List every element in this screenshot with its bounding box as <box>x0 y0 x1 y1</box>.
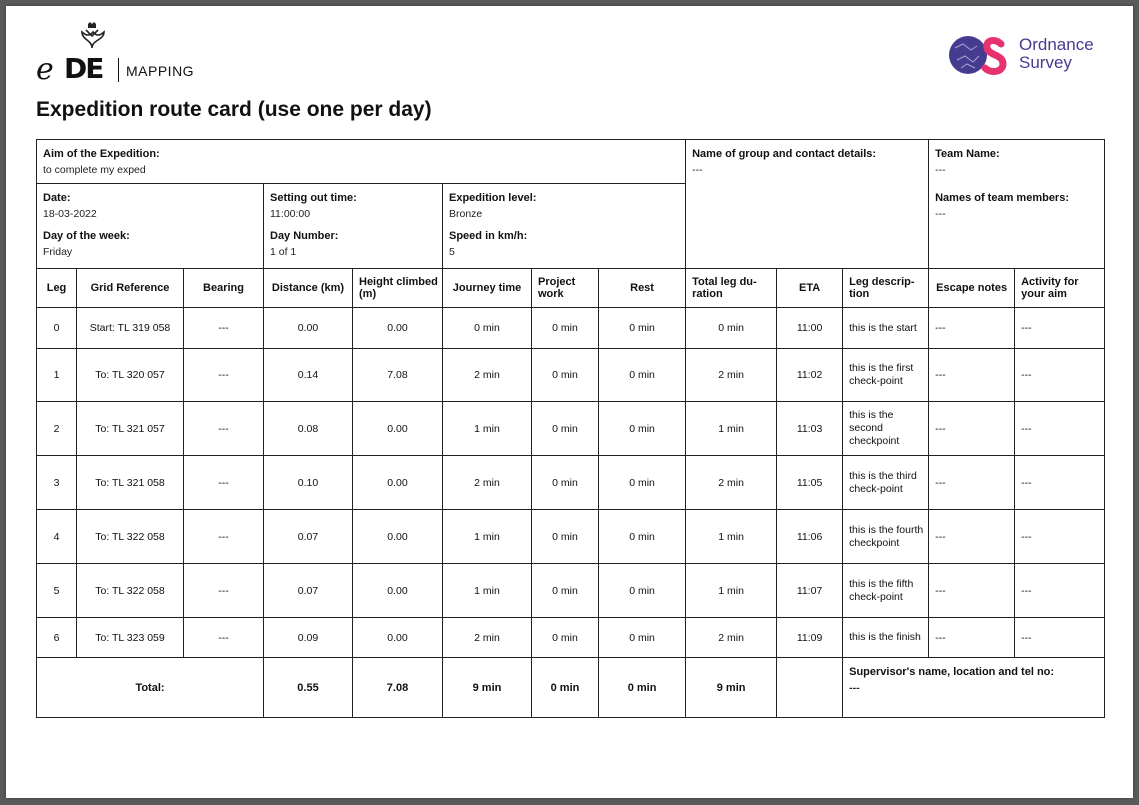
os-line-1: Ordnance <box>1019 35 1094 54</box>
cell-journey: 1 min <box>443 402 532 456</box>
cell-escape: --- <box>929 308 1015 349</box>
cell-distance: 0.08 <box>264 402 353 456</box>
col-grid-reference: Grid Reference <box>77 269 184 308</box>
cell-height: 0.00 <box>353 402 443 456</box>
cell-escape: --- <box>929 510 1015 564</box>
group-cell <box>686 140 929 269</box>
cell-total: 1 min <box>686 564 777 618</box>
aim-row <box>37 140 1105 184</box>
cell-distance: 0.10 <box>264 456 353 510</box>
col-total-leg-duration: Total leg du-ration <box>686 269 777 308</box>
totals-row <box>37 658 1105 718</box>
cell-rest: 0 min <box>599 308 686 349</box>
table-row <box>37 456 1105 510</box>
cell-journey: 2 min <box>443 456 532 510</box>
cell-activity: --- <box>1015 308 1105 349</box>
cell-total: 1 min <box>686 402 777 456</box>
col-height: Height climbed (m) <box>353 269 443 308</box>
cell-leg: 5 <box>37 564 77 618</box>
cell-bearing: --- <box>184 308 264 349</box>
supervisor-value: --- <box>849 682 860 694</box>
cell-escape: --- <box>929 618 1015 658</box>
cell-project: 0 min <box>532 564 599 618</box>
cell-description: this is the start <box>843 308 929 349</box>
cell-project: 0 min <box>532 308 599 349</box>
cell-journey: 1 min <box>443 510 532 564</box>
level-label: Expedition level: <box>449 192 537 204</box>
cell-project: 0 min <box>532 349 599 402</box>
group-value: --- <box>692 164 703 176</box>
cell-description: this is the fifth check-point <box>843 564 929 618</box>
cell-distance: 0.14 <box>264 349 353 402</box>
cell-leg: 0 <box>37 308 77 349</box>
total-rest: 0 min <box>599 658 686 718</box>
members-value: --- <box>935 208 946 220</box>
cell-total: 2 min <box>686 349 777 402</box>
cell-bearing: --- <box>184 402 264 456</box>
daynum-label: Day Number: <box>270 230 339 242</box>
level-value: Bronze <box>449 208 483 220</box>
cell-activity: --- <box>1015 456 1105 510</box>
cell-height: 0.00 <box>353 564 443 618</box>
group-label: Name of group and contact details: <box>692 148 877 160</box>
table-row <box>37 308 1105 349</box>
date-cell <box>37 184 264 269</box>
cell-escape: --- <box>929 456 1015 510</box>
total-eta-empty <box>777 658 843 718</box>
col-activity: Activity for your aim <box>1015 269 1105 308</box>
cell-height: 0.00 <box>353 456 443 510</box>
logo-mapping-text: MAPPING <box>126 63 195 79</box>
total-label: Total: <box>37 658 264 718</box>
setout-label: Setting out time: <box>270 192 357 204</box>
os-line-2: Survey <box>1019 53 1072 72</box>
day-label: Day of the week: <box>43 230 130 242</box>
cell-distance: 0.07 <box>264 564 353 618</box>
cell-grid: To: TL 323 059 <box>77 618 184 658</box>
cell-activity: --- <box>1015 402 1105 456</box>
document-page <box>6 6 1133 798</box>
cell-bearing: --- <box>184 456 264 510</box>
cell-total: 2 min <box>686 618 777 658</box>
cell-distance: 0.09 <box>264 618 353 658</box>
ordnance-survey-text <box>1019 36 1094 72</box>
ordnance-survey-icon <box>947 34 1013 76</box>
col-eta: ETA <box>777 269 843 308</box>
table-row <box>37 618 1105 658</box>
cell-rest: 0 min <box>599 564 686 618</box>
level-cell <box>443 184 686 269</box>
col-leg: Leg <box>37 269 77 308</box>
cell-rest: 0 min <box>599 349 686 402</box>
cell-height: 0.00 <box>353 308 443 349</box>
cell-rest: 0 min <box>599 402 686 456</box>
team-value: --- <box>935 164 946 176</box>
cell-leg: 4 <box>37 510 77 564</box>
logo-de-text: DE <box>64 52 103 85</box>
cell-total: 0 min <box>686 308 777 349</box>
date-value: 18-03-2022 <box>43 208 97 220</box>
cell-description: this is the third check-point <box>843 456 929 510</box>
cell-height: 0.00 <box>353 618 443 658</box>
cell-journey: 2 min <box>443 349 532 402</box>
route-card-table <box>36 139 1105 718</box>
cell-total: 2 min <box>686 456 777 510</box>
table-row <box>37 510 1105 564</box>
cell-eta: 11:06 <box>777 510 843 564</box>
cell-bearing: --- <box>184 349 264 402</box>
total-height: 7.08 <box>353 658 443 718</box>
cell-project: 0 min <box>532 402 599 456</box>
cell-activity: --- <box>1015 564 1105 618</box>
cell-description: this is the finish <box>843 618 929 658</box>
supervisor-label: Supervisor's name, location and tel no: <box>849 666 1055 678</box>
table-row <box>37 402 1105 456</box>
total-journey: 9 min <box>443 658 532 718</box>
cell-height: 0.00 <box>353 510 443 564</box>
col-distance: Distance (km) <box>264 269 353 308</box>
setout-cell <box>264 184 443 269</box>
total-distance: 0.55 <box>264 658 353 718</box>
col-escape-notes: Escape notes <box>929 269 1015 308</box>
cell-eta: 11:02 <box>777 349 843 402</box>
cell-rest: 0 min <box>599 618 686 658</box>
cell-project: 0 min <box>532 618 599 658</box>
cell-activity: --- <box>1015 349 1105 402</box>
daynum-value: 1 of 1 <box>270 246 297 258</box>
col-leg-description: Leg descrip-tion <box>843 269 929 308</box>
aim-value: to complete my exped <box>43 164 146 176</box>
cell-grid: To: TL 321 057 <box>77 402 184 456</box>
dofe-mapping-logo <box>36 22 206 86</box>
cell-bearing: --- <box>184 618 264 658</box>
speed-value: 5 <box>449 246 455 258</box>
supervisor-cell <box>843 658 1105 718</box>
logo-e-text: e <box>36 52 54 87</box>
dofe-crest-icon <box>76 22 110 54</box>
table-row <box>37 349 1105 402</box>
cell-rest: 0 min <box>599 510 686 564</box>
total-leg-duration: 9 min <box>686 658 777 718</box>
cell-leg: 1 <box>37 349 77 402</box>
setout-value: 11:00:00 <box>270 208 311 220</box>
cell-total: 1 min <box>686 510 777 564</box>
date-label: Date: <box>43 192 71 204</box>
cell-leg: 2 <box>37 402 77 456</box>
cell-grid: Start: TL 319 058 <box>77 308 184 349</box>
column-header-row <box>37 269 1105 308</box>
cell-grid: To: TL 322 058 <box>77 564 184 618</box>
ordnance-survey-logo <box>947 34 1109 78</box>
logo-separator <box>118 58 119 82</box>
cell-eta: 11:07 <box>777 564 843 618</box>
members-label: Names of team members: <box>935 192 1069 204</box>
cell-bearing: --- <box>184 564 264 618</box>
cell-eta: 11:09 <box>777 618 843 658</box>
col-rest: Rest <box>599 269 686 308</box>
day-value: Friday <box>43 246 73 258</box>
cell-distance: 0.00 <box>264 308 353 349</box>
cell-description: this is the fourth checkpoint <box>843 510 929 564</box>
cell-description: this is the first check-point <box>843 349 929 402</box>
cell-leg: 6 <box>37 618 77 658</box>
cell-leg: 3 <box>37 456 77 510</box>
cell-journey: 2 min <box>443 618 532 658</box>
cell-journey: 1 min <box>443 564 532 618</box>
col-bearing: Bearing <box>184 269 264 308</box>
cell-eta: 11:03 <box>777 402 843 456</box>
cell-height: 7.08 <box>353 349 443 402</box>
table-row <box>37 564 1105 618</box>
cell-rest: 0 min <box>599 456 686 510</box>
cell-distance: 0.07 <box>264 510 353 564</box>
total-project: 0 min <box>532 658 599 718</box>
team-cell <box>929 140 1105 269</box>
cell-project: 0 min <box>532 510 599 564</box>
cell-description: this is the second checkpoint <box>843 402 929 456</box>
col-project-work: Project work <box>532 269 599 308</box>
cell-grid: To: TL 322 058 <box>77 510 184 564</box>
team-label: Team Name: <box>935 148 1000 160</box>
cell-activity: --- <box>1015 510 1105 564</box>
speed-label: Speed in km/h: <box>449 230 528 242</box>
cell-escape: --- <box>929 349 1015 402</box>
cell-grid: To: TL 320 057 <box>77 349 184 402</box>
col-journey-time: Journey time <box>443 269 532 308</box>
cell-project: 0 min <box>532 456 599 510</box>
cell-bearing: --- <box>184 510 264 564</box>
cell-escape: --- <box>929 564 1015 618</box>
cell-eta: 11:05 <box>777 456 843 510</box>
cell-journey: 0 min <box>443 308 532 349</box>
cell-eta: 11:00 <box>777 308 843 349</box>
aim-label: Aim of the Expedition: <box>43 148 160 160</box>
cell-grid: To: TL 321 058 <box>77 456 184 510</box>
page-title: Expedition route card (use one per day) <box>36 98 432 121</box>
cell-activity: --- <box>1015 618 1105 658</box>
aim-cell <box>37 140 686 184</box>
cell-escape: --- <box>929 402 1015 456</box>
